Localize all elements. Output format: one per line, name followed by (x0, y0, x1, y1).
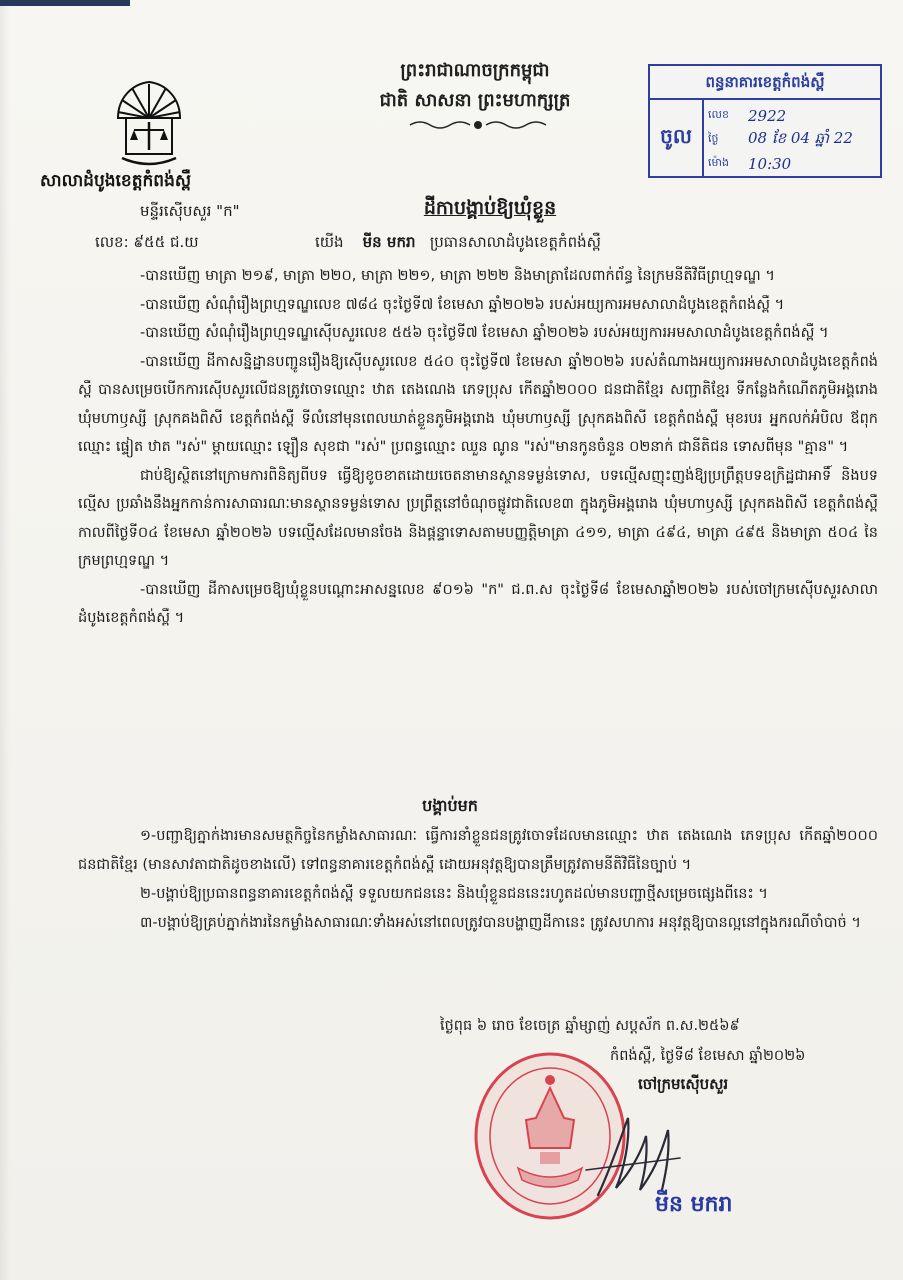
consideration-paragraph: -បានឃើញ ដីកាសន្និដ្ឋានបញ្ជូនរឿងឱ្យស៊ើបសួរលេខ ៥៤០ ចុះថ្ងៃទី៧ ខែមេសា ឆ្នាំ២០២៦ របស់តំណាងអយ្យការអមសាលាដំបូងខេត្តកំពង់ស្ពឺ បានសម្រេចបើកការស៊ើបសួរលើជនត្រូវចោទឈ្មោះ ឋាត តេងណេង ភេទប្រុស កើតឆ្នាំ២០០០ ជនជាតិខ្មែរ សញ្ជាតិខ្មែរ ទីកន្លែងកំណើតភូមិអង្គរោង ឃុំមហាឫស្សី ស្រុកគងពិសី ខេត្តកំពង់ស្ពឺ ទីលំនៅមុនពេលឃាត់ខ្លួនភូមិអង្គរោង ឃុំមហាឫស្សី ស្រុកគងពិសី ខេត្តកំពង់ស្ពឺ មុខរបរ អ្នកលក់អំបិល ឪពុកឈ្មោះ ផ្ទៀត ឋាត "រស់" ម្តាយឈ្មោះ ឡឿន សុខជា "រស់" ប្រពន្ធឈ្មោះ ឈួន ណូន "រស់"មានកូនចំនួន ០២នាក់ ជានីតិជន ទោសពីមុន "គ្មាន" ។ (78, 353, 878, 455)
issuer-position: ប្រធានសាលាដំបូងខេត្តកំពង់ស្ពឺ (429, 233, 601, 251)
order-item: ១-បញ្ជាឱ្យភ្នាក់ងារមានសមត្ថកិច្ចនៃកម្លាំងសាធារណៈ ធ្វើការនាំខ្លួនជនត្រូវចោទដែលមានឈ្មោះ ឋាត តេងណេង ភេទប្រុស កើតឆ្នាំ២០០០ ជនជាតិខ្មែរ (មានសាវតាជាតិដូចខាងលើ) ទៅពន្ធនាគារខេត្តកំពង់ស្ពឺ ដោយអនុវត្តឱ្យបានត្រឹមត្រូវតាមនីតិវិធីនៃច្បាប់ ។ (78, 828, 878, 873)
consideration-paragraph: ជាប់ឱ្យស្ថិតនៅក្រោមការពិនិត្យពីបទ ធ្វើឱ្យខូចខាតដោយចេតនាមានស្ថានទម្ងន់ទោស, បទល្មើសញុះញង់ឱ្យប្រព្រឹត្តបទឧក្រិដ្ឋជាអាទិ៍ និងបទល្មើស ប្រឆាំងនឹងអ្នកកាន់ការសាធារណៈមានស្ថានទម្ងន់ទោស ប្រព្រឹត្តនៅចំណុចផ្លូវជាតិលេខ៣ ក្នុងភូមិអង្គរោង ឃុំមហាឫស្សី ស្រុកគងពិសី ខេត្តកំពង់ស្ពឺ កាលពីថ្ងៃទី០៤ ខែមេសា ឆ្នាំ២០២៦ បទល្មើសដែលមានចែង និងផ្តន្ទាទោសតាមបញ្ញត្តិមាត្រា ៤១១, មាត្រា ៤៩៤, មាត្រា ៤៩៥ និងមាត្រា ៥០៤ នៃក្រមព្រហ្មទណ្ឌ ។ (78, 467, 878, 569)
national-motto: ជាតិ សាសនា ព្រះមហាក្សត្រ (379, 90, 571, 111)
stamp-time-row (708, 152, 876, 176)
lunar-date: ថ្ងៃពុធ ៦ រោច ខែចេត្រ ឆ្នាំម្សាញ់ សប្តស័ក ព.ស.២៥៦៩ (440, 1018, 740, 1034)
order-item: ៣-បង្គាប់ឱ្យគ្រប់ភ្នាក់ងារនៃកម្លាំងសាធារណៈទាំងអស់នៅពេលត្រូវបានបង្ហាញដីកានេះ ត្រូវសហការ អនុវត្តឱ្យបានល្អនៅក្នុងករណីចាំបាច់ ។ (140, 915, 861, 931)
court-emblem-icon (112, 78, 186, 170)
orders-heading: បង្គាប់មក (422, 796, 478, 815)
signer-name: មីន មករា (655, 1192, 733, 1217)
consideration-paragraph: -បានឃើញ សំណុំរឿងព្រហ្មទណ្ឌលេខ ៧៨៤ ចុះថ្ងៃទី៧ ខែមេសា ឆ្នាំ២០២៦ របស់អយ្យការអមសាលាដំបូងខេត្តកំពង់ស្ពឺ ។ (140, 296, 785, 313)
reference-number: លេខ: ៩៥៥ ជ.យ (95, 233, 199, 251)
stamp-number-row (708, 104, 876, 128)
stamp-date-label: ថ្ងៃ (708, 132, 719, 145)
orders-body (78, 822, 878, 938)
consideration-paragraph: -បានឃើញ សំណុំរឿងព្រហ្មទណ្ឌស៊ើបសួរលេខ ៥៥៦ ចុះថ្ងៃទី៧ ខែមេសា ឆ្នាំ២០២៦ របស់អយ្យការអមសាលាដំបូងខេត្តកំពង់ស្ពឺ ។ (140, 325, 829, 341)
document-title: ដីកាបង្គាប់ឱ្យឃុំខ្លួន (423, 197, 557, 219)
stamp-number-label: លេខ (708, 108, 729, 121)
office-name: មន្ទីរស៊ើបសួរ "ក" (140, 202, 240, 220)
scan-shadow (0, 0, 10, 1280)
scan-tab-mark (0, 0, 130, 6)
stamp-time-value: 10:30 (748, 155, 792, 173)
issuer-line (315, 233, 601, 255)
consideration-paragraph: -បានឃើញ មាត្រា ២១៩, មាត្រា ២២០, មាត្រា ២២១, មាត្រា ២២២ និងមាត្រាដែលពាក់ព័ន្ធ នៃក្រមនីតិវិធីព្រហ្មទណ្ឌ ។ (140, 268, 775, 284)
prison-receipt-stamp (648, 64, 882, 178)
issuer-name: មីន មករា (362, 233, 416, 251)
kingdom-heading: ព្រះរាជាណាចក្រកម្ពុជា (400, 60, 550, 81)
ornament-divider-icon (408, 117, 548, 133)
order-item: ២-បង្គាប់ឱ្យប្រធានពន្ធនាគារខេត្តកំពង់ស្ពឺ ទទួលយកជននេះ និងឃុំខ្លួនជននេះរហូតដល់មានបញ្ជាថ្មីសម្រេចផ្សេងពីនេះ ។ (140, 886, 768, 902)
stamp-time-label: ម៉ោង (708, 156, 729, 169)
court-name: សាលាដំបូងខេត្តកំពង់ស្ពឺ (40, 171, 192, 191)
stamp-entry-label: ចូល (650, 100, 704, 176)
signer-title: ចៅក្រមស៊ើបសួរ (638, 1075, 729, 1093)
issuer-we: យើង (315, 233, 344, 251)
consideration-paragraph: -បានឃើញ ដីកាសម្រេចឱ្យឃុំខ្លួនបណ្តោះអាសន្នលេខ ៩០១៦ "ក" ជ.ព.ស ចុះថ្ងៃទី៨ ខែមេសាឆ្នាំ២០២៦ របស់ចៅក្រមស៊ើបសួរសាលាដំបូងខេត្តកំពង់ស្ពឺ ។ (78, 581, 878, 626)
stamp-date-value: 08 ខែ 04 ឆ្នាំ 22 (748, 129, 853, 147)
considerations-body (78, 262, 878, 633)
place-date: កំពង់ស្ពឺ, ថ្ងៃទី៨ ខែមេសា ឆ្នាំ២០២៦ (610, 1048, 806, 1064)
stamp-number-value: 2922 (748, 107, 787, 125)
stamp-title: ពន្ធនាគារខេត្តកំពង់ស្ពឺ (650, 66, 880, 100)
stamp-date-row (708, 128, 876, 152)
